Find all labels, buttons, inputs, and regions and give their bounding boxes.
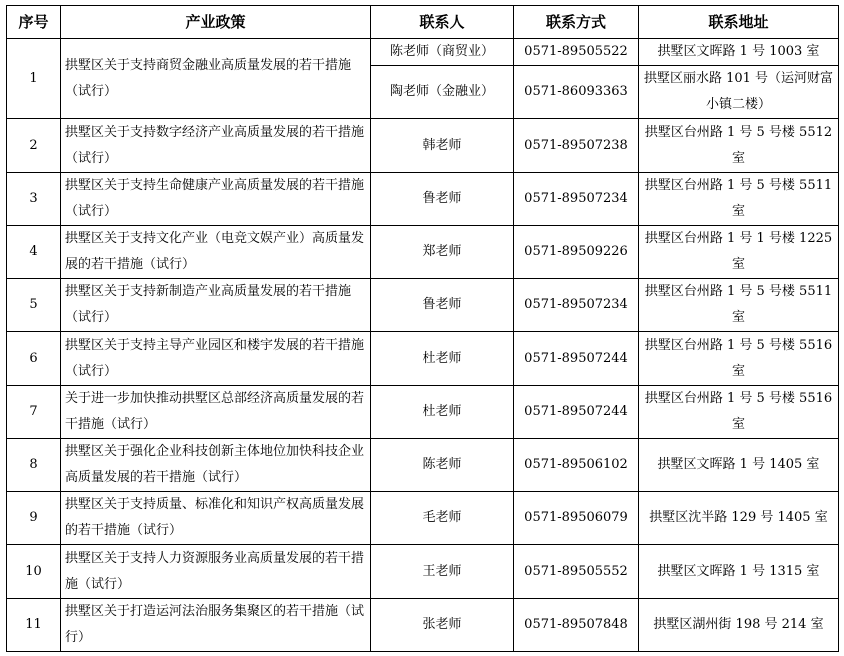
contact-person: 杜老师 bbox=[371, 385, 514, 438]
contact-phone: 0571-89507244 bbox=[514, 385, 639, 438]
contact-person: 王老师 bbox=[371, 545, 514, 598]
contact-address: 拱墅区台州路 1 号 1 号楼 1225 室 bbox=[639, 225, 839, 278]
policy-name: 拱墅区关于支持商贸金融业高质量发展的若干措施（试行） bbox=[61, 39, 371, 119]
contact-phone: 0571-89505522 bbox=[514, 39, 639, 66]
header-no: 序号 bbox=[7, 6, 61, 39]
contact-phone: 0571-86093363 bbox=[514, 66, 639, 119]
contact-address: 拱墅区台州路 1 号 5 号楼 5511 室 bbox=[639, 172, 839, 225]
contact-person: 杜老师 bbox=[371, 332, 514, 385]
contact-phone: 0571-89506079 bbox=[514, 492, 639, 545]
contact-person: 张老师 bbox=[371, 598, 514, 651]
header-contact-person: 联系人 bbox=[371, 6, 514, 39]
contact-person: 鲁老师 bbox=[371, 172, 514, 225]
contact-person: 韩老师 bbox=[371, 119, 514, 172]
row-no: 7 bbox=[7, 385, 61, 438]
table-row bbox=[7, 332, 839, 385]
policy-name: 拱墅区关于支持主导产业园区和楼宇发展的若干措施（试行） bbox=[61, 332, 371, 385]
header-address: 联系地址 bbox=[639, 6, 839, 39]
row-no: 10 bbox=[7, 545, 61, 598]
contact-person: 鲁老师 bbox=[371, 279, 514, 332]
contact-address: 拱墅区湖州街 198 号 214 室 bbox=[639, 598, 839, 651]
contact-person: 郑老师 bbox=[371, 225, 514, 278]
policy-name: 拱墅区关于支持数字经济产业高质量发展的若干措施（试行） bbox=[61, 119, 371, 172]
row-no: 11 bbox=[7, 598, 61, 651]
contact-person: 陶老师（金融业） bbox=[371, 66, 514, 119]
header-policy: 产业政策 bbox=[61, 6, 371, 39]
contact-address: 拱墅区台州路 1 号 5 号楼 5511 室 bbox=[639, 279, 839, 332]
row-no: 9 bbox=[7, 492, 61, 545]
row-no: 8 bbox=[7, 438, 61, 491]
table-row bbox=[7, 545, 839, 598]
contact-phone: 0571-89507238 bbox=[514, 119, 639, 172]
row-no: 5 bbox=[7, 279, 61, 332]
policy-name: 拱墅区关于支持质量、标准化和知识产权高质量发展的若干措施（试行） bbox=[61, 492, 371, 545]
header-row bbox=[7, 6, 839, 39]
contact-phone: 0571-89506102 bbox=[514, 438, 639, 491]
policy-name: 拱墅区关于支持文化产业（电竞文娱产业）高质量发展的若干措施（试行） bbox=[61, 225, 371, 278]
policy-contact-table bbox=[6, 5, 839, 652]
row-no: 4 bbox=[7, 225, 61, 278]
table-row bbox=[7, 492, 839, 545]
table-row bbox=[7, 39, 839, 66]
contact-person: 陈老师 bbox=[371, 438, 514, 491]
table-row bbox=[7, 385, 839, 438]
contact-phone: 0571-89509226 bbox=[514, 225, 639, 278]
table-row bbox=[7, 225, 839, 278]
contact-address: 拱墅区文晖路 1 号 1405 室 bbox=[639, 438, 839, 491]
table-row bbox=[7, 279, 839, 332]
policy-name: 关于进一步加快推动拱墅区总部经济高质量发展的若干措施（试行） bbox=[61, 385, 371, 438]
contact-phone: 0571-89507848 bbox=[514, 598, 639, 651]
contact-address: 拱墅区台州路 1 号 5 号楼 5516 室 bbox=[639, 385, 839, 438]
row-no: 3 bbox=[7, 172, 61, 225]
contact-phone: 0571-89507234 bbox=[514, 172, 639, 225]
table-row bbox=[7, 172, 839, 225]
contact-address: 拱墅区丽水路 101 号（运河财富小镇二楼） bbox=[639, 66, 839, 119]
policy-name: 拱墅区关于强化企业科技创新主体地位加快科技企业高质量发展的若干措施（试行） bbox=[61, 438, 371, 491]
header-phone: 联系方式 bbox=[514, 6, 639, 39]
row-no: 2 bbox=[7, 119, 61, 172]
table-row bbox=[7, 119, 839, 172]
policy-name: 拱墅区关于支持人力资源服务业高质量发展的若干措施（试行） bbox=[61, 545, 371, 598]
contact-address: 拱墅区台州路 1 号 5 号楼 5516 室 bbox=[639, 332, 839, 385]
policy-name: 拱墅区关于支持生命健康产业高质量发展的若干措施（试行） bbox=[61, 172, 371, 225]
contact-phone: 0571-89507244 bbox=[514, 332, 639, 385]
contact-person: 陈老师（商贸业） bbox=[371, 39, 514, 66]
row-no: 1 bbox=[7, 39, 61, 119]
contact-person: 毛老师 bbox=[371, 492, 514, 545]
policy-name: 拱墅区关于打造运河法治服务集聚区的若干措施（试行） bbox=[61, 598, 371, 651]
contact-phone: 0571-89507234 bbox=[514, 279, 639, 332]
contact-address: 拱墅区文晖路 1 号 1315 室 bbox=[639, 545, 839, 598]
table-row bbox=[7, 598, 839, 651]
contact-phone: 0571-89505552 bbox=[514, 545, 639, 598]
policy-name: 拱墅区关于支持新制造产业高质量发展的若干措施（试行） bbox=[61, 279, 371, 332]
row-no: 6 bbox=[7, 332, 61, 385]
contact-address: 拱墅区台州路 1 号 5 号楼 5512 室 bbox=[639, 119, 839, 172]
contact-address: 拱墅区沈半路 129 号 1405 室 bbox=[639, 492, 839, 545]
table-row bbox=[7, 438, 839, 491]
contact-address: 拱墅区文晖路 1 号 1003 室 bbox=[639, 39, 839, 66]
